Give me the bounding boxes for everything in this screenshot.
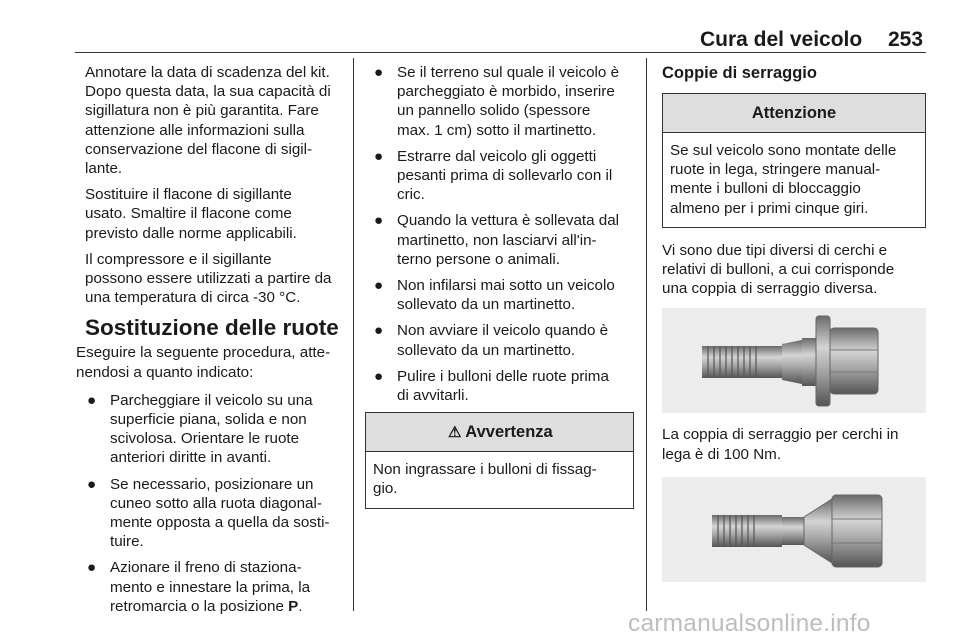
steel-wheel-bolt-image [662,477,926,582]
warning-box [365,412,634,508]
warning-box-header [366,413,633,452]
park-position-label: P [288,597,299,615]
bullet-dot: ● [374,212,384,230]
bullet-item: ● Estrarre dal veicolo gli oggetti pesanti prima di sollevarlo con il cric. [374,147,613,204]
bullet-dot: ● [374,322,384,340]
warning-title: Avvertenza [465,423,553,442]
alloy-torque-paragraph: La coppia di serraggio per cerchi in lega è di 100 Nm. [662,426,899,463]
bullet-item: ● Pulire i bulloni delle ruote prima di avvitarli. [374,367,609,405]
wheel-bolt-icon [662,477,926,582]
warning-box-body: Non ingrassare i bulloni di fissag- gio. [373,461,597,498]
procedure-intro: Eseguire la seguente procedura, atte- nendosi a quanto indicato: [76,344,331,381]
attention-box-body: Se sul veicolo sono montate delle ruote in lega, stringere manual- mente i bulloni di bloccaggio almeno per i primi cinque giri. [670,142,897,217]
section-heading: Sostituzione delle ruote [85,315,339,341]
bullet-item: ● Se il terreno sul quale il veicolo è parcheggiato è morbido, inserire un pannello solido (spessore max. 1 cm) sotto il martinetto. [374,64,620,139]
header-title: Cura del veicolo [700,28,863,51]
rim-types-paragraph: Vi sono due tipi diversi di cerchi e relativi di bulloni, a cui corrisponde una coppia di serraggio diversa. [662,241,895,298]
bullet-dot: ● [87,391,97,409]
warning-triangle-icon: ⚠ [448,424,462,442]
sealant-disposal-paragraph: Sostituire il flacone di sigillante usato. Smaltire il flacone come previsto dalle norme applicabili. [85,186,297,242]
watermark: carmanualsonline.info [628,610,871,637]
temperature-paragraph: Il compressore e il sigillante possono essere utilizzati a partire da una temperatura di circa -30 °C. [85,250,332,307]
attention-box-header: Attenzione [663,94,925,133]
bullet-item: ● Quando la vettura è sollevata dal martinetto, non lasciarvi all'in- terno persone o animali. [374,212,620,268]
column-3 [662,63,926,594]
bullet-dot: ● [87,475,97,493]
wheel-bolt-with-flange-icon [662,308,926,413]
bullet-dot: ● [374,277,384,295]
bullet-dot: ● [374,147,384,165]
bullet-item: ● Azionare il freno di staziona- mento e innestare la prima, la retromarcia o la posizione P. [87,559,311,615]
bullet-item: ● Se necessario, posizionare un cuneo sotto alla ruota diagonal- mente opposta a quella da sosti- tuire. [87,475,330,551]
page-number: 253 [888,28,924,51]
torque-heading: Coppie di serraggio [662,64,817,82]
column-1 [76,63,347,623]
bullet-item: ● Parcheggiare il veicolo su una superficie piana, solida e non scivolosa. Orientare le ruote anteriori diritte in avanti. [87,391,313,467]
column-2 [372,63,634,509]
bullet-dot: ● [374,367,384,385]
bullet-dot: ● [374,64,384,81]
alloy-wheel-bolt-image [662,308,926,413]
bullet-item: ● Non avviare il veicolo quando è sollevato da un martinetto. [374,322,609,359]
bullet-dot: ● [87,559,97,577]
kit-expiry-paragraph: Annotare la data di scadenza del kit. Dopo questa data, la sua capacità di sigillatura non è più garantita. Fare attenzione alle informazioni sulla conservazione del flacone di sigil- lante. [85,64,331,178]
bullet-item: ● Non infilarsi mai sotto un veicolo sollevato da un martinetto. [374,277,615,314]
column-divider-2 [646,58,647,611]
column-divider-1 [353,58,354,611]
header-rule [75,52,926,53]
attention-box [662,93,926,228]
